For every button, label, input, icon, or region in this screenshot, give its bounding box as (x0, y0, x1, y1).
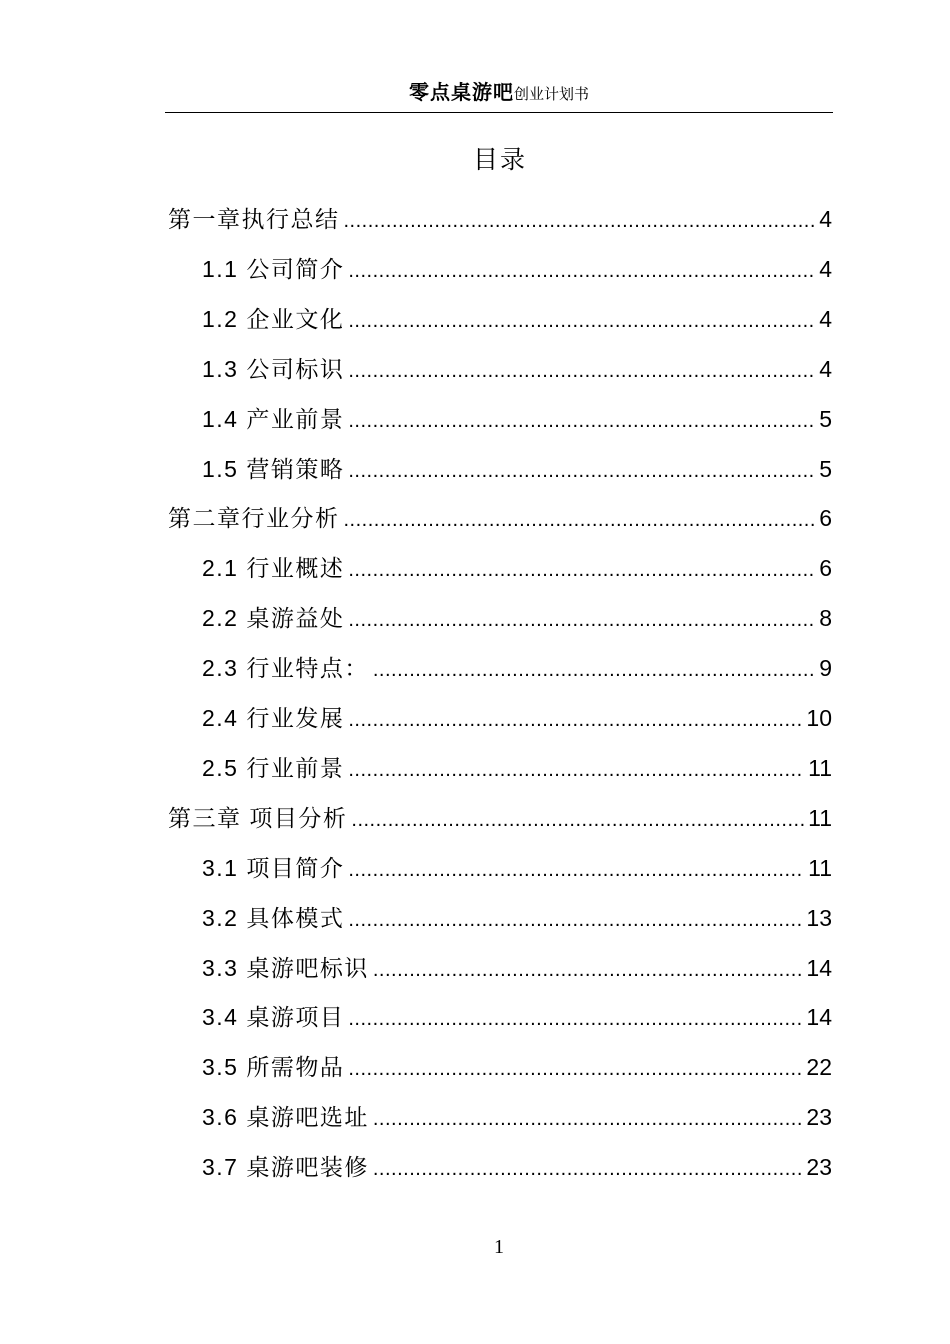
page-number: 1 (494, 1236, 504, 1258)
toc-section-entry[interactable] (202, 252, 832, 286)
toc-entry-page: 11 (808, 754, 832, 781)
toc-section-entry[interactable] (202, 851, 832, 885)
toc-entry-page: 11 (808, 804, 832, 831)
toc-section-entry[interactable] (202, 751, 832, 785)
toc-entry-page: 22 (806, 1054, 832, 1081)
toc-entry-label: 3.1 项目简介 (202, 854, 345, 881)
toc-dot-leader (348, 304, 815, 338)
toc-dot-leader (348, 603, 815, 637)
toc-chapter-entry[interactable] (168, 801, 832, 835)
toc-entry-label: 3.5 所需物品 (202, 1054, 345, 1081)
toc-dot-leader (348, 703, 802, 737)
toc-entry-label: 2.3 行业特点： (202, 655, 369, 682)
toc-dot-leader (344, 204, 816, 238)
toc-entry-label: 1.5 营销策略 (202, 455, 345, 482)
toc-section-entry[interactable] (202, 1150, 832, 1184)
toc-dot-leader (348, 1052, 802, 1086)
toc-entry-label: 1.4 产业前景 (202, 405, 345, 432)
toc-entry-label: 2.5 行业前景 (202, 754, 345, 781)
toc-entry-page: 6 (819, 505, 832, 532)
toc-section-entry[interactable] (202, 601, 832, 635)
toc-entry-page: 9 (819, 655, 832, 682)
toc-dot-leader (344, 503, 816, 537)
toc-entry-page: 4 (819, 355, 832, 382)
toc-dot-leader (348, 903, 802, 937)
toc-entry-label: 3.7 桌游吧装修 (202, 1154, 369, 1181)
toc-section-entry[interactable] (202, 701, 832, 735)
toc-entry-label: 3.4 桌游项目 (202, 1004, 345, 1031)
toc-section-entry[interactable] (202, 302, 832, 336)
toc-chapter-entry[interactable] (168, 202, 832, 236)
toc-dot-leader (373, 653, 815, 687)
toc-dot-leader (348, 753, 804, 787)
toc-dot-leader (348, 1002, 802, 1036)
toc-entry-page: 14 (806, 1004, 832, 1031)
toc-entry-page: 4 (819, 206, 832, 232)
toc-dot-leader (348, 454, 815, 488)
header-subtitle: 创业计划书 (513, 86, 589, 103)
toc-section-entry[interactable] (202, 452, 832, 486)
toc-section-entry[interactable] (202, 352, 832, 386)
toc-entry-label: 1.1 公司简介 (202, 255, 345, 282)
toc-entry-page: 4 (819, 305, 832, 332)
toc-section-entry[interactable] (202, 901, 832, 935)
toc-entry-page: 6 (819, 555, 832, 582)
toc-dot-leader (348, 553, 815, 587)
header-title: 零点桌游吧 (408, 82, 514, 104)
toc-entry-page: 4 (819, 255, 832, 282)
toc-section-entry[interactable] (202, 1000, 832, 1034)
toc-entry-label: 2.2 桌游益处 (202, 605, 345, 632)
toc-dot-leader (348, 254, 815, 288)
toc-section-entry[interactable] (202, 651, 832, 685)
toc-entry-label: 第二章行业分析 (168, 505, 340, 532)
toc-entry-page: 5 (819, 455, 832, 482)
toc-entry-page: 10 (806, 705, 832, 731)
toc-entry-label: 2.1 行业概述 (202, 555, 345, 582)
toc-entry-label: 3.6 桌游吧选址 (202, 1104, 369, 1131)
toc-entry-page: 5 (819, 405, 832, 432)
toc-section-entry[interactable] (202, 951, 832, 985)
toc-entry-label: 3.2 具体模式 (202, 904, 345, 931)
toc-dot-leader (373, 953, 803, 987)
running-header (165, 76, 833, 113)
toc-dot-leader (348, 853, 804, 887)
toc-section-entry[interactable] (202, 1100, 832, 1134)
toc-entry-label: 1.3 公司标识 (202, 355, 345, 382)
toc-dot-leader (351, 803, 804, 837)
toc-entry-page: 23 (806, 1104, 832, 1131)
toc-entry-label: 3.3 桌游吧标识 (202, 954, 369, 981)
toc-section-entry[interactable] (202, 402, 832, 436)
toc-dot-leader (348, 404, 815, 438)
toc-entry-label: 第三章 项目分析 (168, 804, 348, 831)
toc-dot-leader (348, 354, 815, 388)
toc-dot-leader (373, 1102, 803, 1136)
toc-entry-label: 2.4 行业发展 (202, 705, 345, 731)
toc-entry-page: 13 (806, 904, 832, 931)
toc-section-entry[interactable] (202, 551, 832, 585)
toc-dot-leader (373, 1152, 803, 1186)
toc-entry-label: 1.2 企业文化 (202, 305, 345, 332)
toc-entry-page: 8 (819, 605, 832, 632)
toc-entry-label: 第一章执行总结 (168, 206, 340, 232)
toc-section-entry[interactable] (202, 1050, 832, 1084)
toc-entry-page: 23 (806, 1154, 832, 1181)
toc-entry-page: 11 (808, 854, 832, 881)
toc-chapter-entry[interactable] (168, 501, 832, 535)
toc-entry-page: 14 (806, 954, 832, 981)
toc-title: 目录 (472, 146, 527, 174)
